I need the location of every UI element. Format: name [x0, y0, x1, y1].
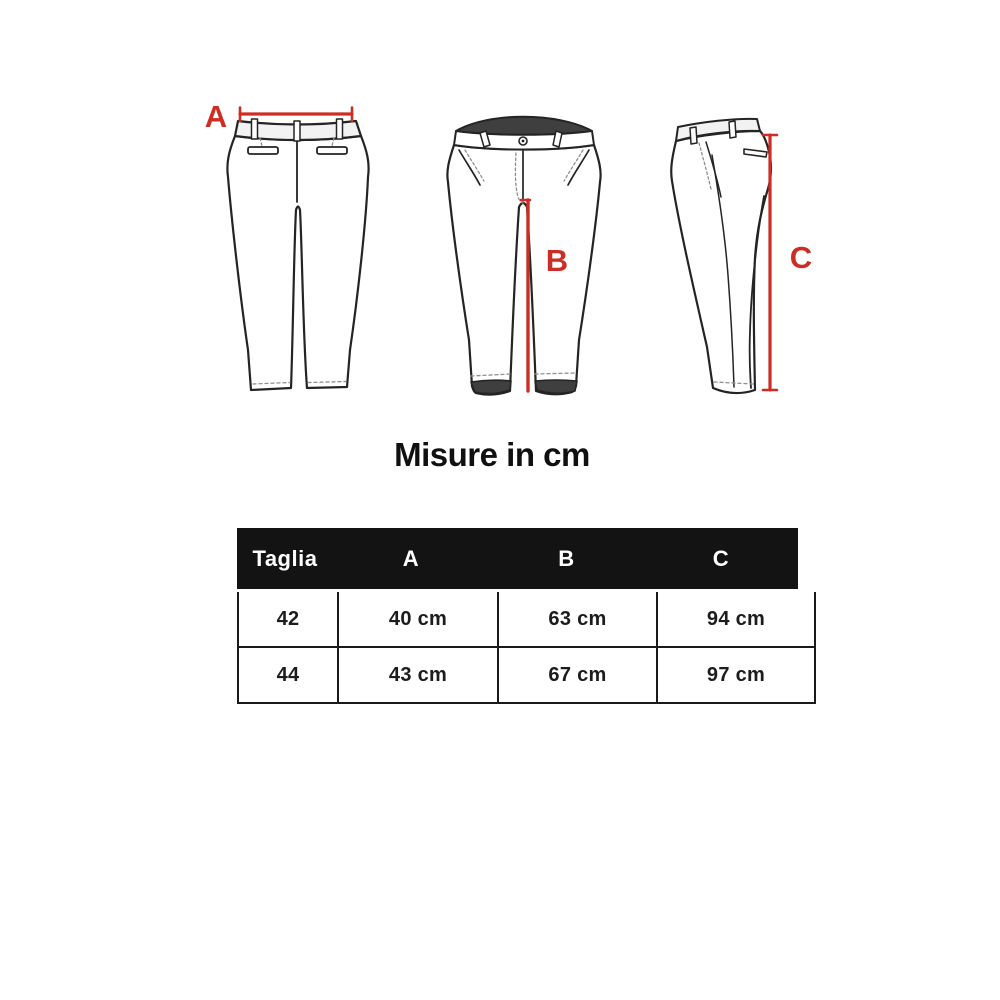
header-cell-c: C [712, 545, 730, 571]
back-welt-pocket-left [248, 147, 278, 154]
table-row-size-42 [238, 592, 815, 647]
cell-c: 94 cm [657, 592, 815, 647]
side-body-outline [671, 131, 771, 393]
back-belt-loop-left [252, 119, 258, 139]
front-hem-dark-right [535, 380, 577, 393]
size-table [237, 528, 798, 704]
pants-front-view [447, 117, 600, 395]
side-belt-loop-back [729, 121, 736, 138]
table-row-size-44 [238, 647, 815, 703]
header-cell-b: B [558, 545, 575, 571]
table-body [237, 592, 816, 704]
pants-back-view [205, 99, 369, 390]
cell-size: 44 [238, 647, 338, 703]
cell-size: 42 [238, 592, 338, 647]
header-cell-a: A [402, 545, 420, 571]
label-b: B [545, 243, 569, 278]
size-chart-title: Misure in cm [394, 436, 590, 473]
cell-b: 67 cm [498, 647, 657, 703]
cell-b: 63 cm [498, 592, 657, 647]
back-body-outline [227, 136, 368, 390]
label-c: C [789, 240, 813, 275]
front-button-dot [522, 140, 525, 143]
cell-a: 43 cm [338, 647, 498, 703]
back-belt-loop-center [294, 121, 300, 141]
front-body-outline [447, 145, 600, 395]
side-belt-loop-front [690, 127, 697, 144]
cell-c: 97 cm [657, 647, 815, 703]
front-hem-dark-left [471, 380, 511, 393]
back-welt-pocket-right [317, 147, 347, 154]
cell-a: 40 cm [338, 592, 498, 647]
label-a: A [204, 99, 228, 134]
measurement-line-b [521, 200, 530, 391]
header-cell-taglia: Taglia [252, 545, 318, 571]
back-belt-loop-right [337, 119, 343, 139]
front-waistband-inner-dark [456, 117, 592, 135]
table-header-row [237, 528, 798, 589]
pants-side-view [671, 119, 812, 393]
